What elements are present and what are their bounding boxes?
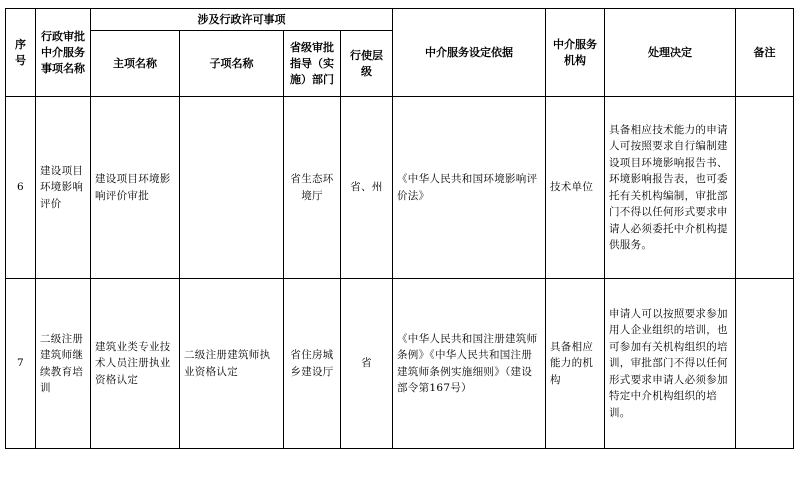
header-licensing-group: 涉及行政许可事项 [91, 9, 393, 31]
header-basis: 中介服务设定依据 [393, 9, 546, 97]
cell-sub-item [180, 97, 284, 279]
cell-dept: 省生态环境厅 [284, 97, 341, 279]
header-level: 行使层级 [341, 31, 393, 97]
header-org: 中介服务机构 [546, 9, 605, 97]
header-service-name: 行政审批中介服务事项名称 [36, 9, 91, 97]
header-sub-item: 子项名称 [180, 31, 284, 97]
cell-sub-item: 二级注册建筑师执业资格认定 [180, 279, 284, 449]
cell-org: 具备相应能力的机构 [546, 279, 605, 449]
table-row [6, 97, 794, 279]
cell-remark [736, 97, 794, 279]
cell-main-item: 建设项目环境影响评价审批 [91, 97, 180, 279]
cell-basis: 《中华人民共和国环境影响评价法》 [393, 97, 546, 279]
cell-decision: 申请人可以按照要求参加用人企业组织的培训，也可参加有关机构组织的培训，审批部门不得以任何形式要求申请人必须参加特定中介机构组织的培训。 [605, 279, 736, 449]
service-matter-table [5, 8, 794, 449]
header-decision: 处理决定 [605, 9, 736, 97]
cell-decision: 具备相应技术能力的申请人可按照要求自行编制建设项目环境影响报告书、环境影响报告表，也可委托有关机构编制，审批部门不得以任何形式要求申请人必须委托中介机构提供服务。 [605, 97, 736, 279]
cell-remark [736, 279, 794, 449]
cell-seq: 6 [6, 97, 36, 279]
table-row [6, 279, 794, 449]
cell-dept: 省住房城乡建设厅 [284, 279, 341, 449]
header-main-item: 主项名称 [91, 31, 180, 97]
cell-level: 省、州 [341, 97, 393, 279]
header-row-1 [6, 9, 794, 31]
cell-seq: 7 [6, 279, 36, 449]
cell-org: 技术单位 [546, 97, 605, 279]
cell-service-name: 建设项目环境影响评价 [36, 97, 91, 279]
cell-main-item: 建筑业类专业技术人员注册执业资格认定 [91, 279, 180, 449]
header-seq: 序号 [6, 9, 36, 97]
cell-service-name: 二级注册建筑师继续教育培训 [36, 279, 91, 449]
header-dept: 省级审批指导（实施）部门 [284, 31, 341, 97]
cell-level: 省 [341, 279, 393, 449]
cell-basis: 《中华人民共和国注册建筑师条例》《中华人民共和国注册建筑师条例实施细则》（建设部令第167号） [393, 279, 546, 449]
header-remark: 备注 [736, 9, 794, 97]
